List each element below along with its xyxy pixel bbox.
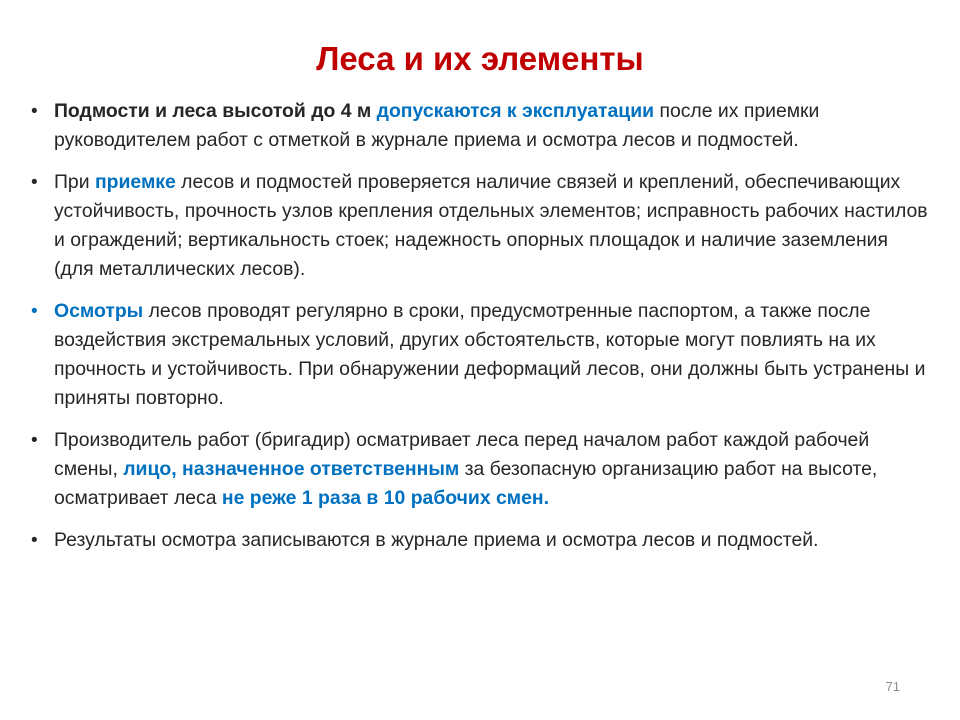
- highlight-text: не реже 1 раза в 10 рабочих смен.: [221, 487, 550, 509]
- bullet-dot-icon: •: [31, 172, 38, 193]
- highlight-text: Осмотры: [54, 300, 144, 322]
- page-number: 71: [885, 679, 900, 694]
- bullet-dot-icon: •: [31, 101, 38, 122]
- bullet-text: Подмости и леса высотой до 4 м: [54, 100, 377, 122]
- bullet-text: При: [54, 171, 95, 193]
- bullet-item: [30, 297, 930, 413]
- bullet-text: после их приемки руководителем работ с отметкой в журнале приема и осмотра лесов и подмостей.: [54, 100, 820, 151]
- bullet-item: [30, 526, 930, 555]
- bullet-item: [30, 97, 930, 155]
- bullet-list: [30, 97, 930, 568]
- bullet-dot-icon: •: [31, 301, 38, 322]
- bullet-text: лесов проводят регулярно в сроки, предусмотренные паспортом, а также после воздействия экстремальных условий, других обстоятельств, которые могут повлиять на их прочность и устойчивость. При обнаружении деформаций лесов, они должны быть устранены и приняты повторно.: [54, 300, 926, 409]
- highlight-text: лицо, назначенное ответственным: [123, 458, 460, 480]
- bullet-dot-icon: •: [31, 530, 38, 551]
- bullet-item: [30, 168, 930, 284]
- slide-title: Леса и их элементы: [316, 40, 644, 77]
- highlight-text: допускаются к эксплуатации: [376, 100, 655, 122]
- bullet-text: за безопасную организацию работ на высоте, осматривает леса: [54, 458, 878, 509]
- highlight-text: приемке: [94, 171, 176, 193]
- bullet-item: [30, 426, 930, 513]
- bullet-text: Результаты осмотра записываются в журнале приема и осмотра лесов и подмостей.: [54, 529, 819, 551]
- bullet-dot-icon: •: [31, 430, 38, 451]
- bullet-text: лесов и подмостей проверяется наличие связей и креплений, обеспечивающих устойчивость, прочность узлов крепления отдельных элементов; исправность рабочих настилов и ограждений; вертикальность стоек; надежность опорных площадок и наличие заземления (для металлических лесов).: [54, 171, 928, 280]
- bullet-text: Производитель работ (бригадир) осматривает леса перед началом работ каждой рабочей смены,: [54, 429, 870, 480]
